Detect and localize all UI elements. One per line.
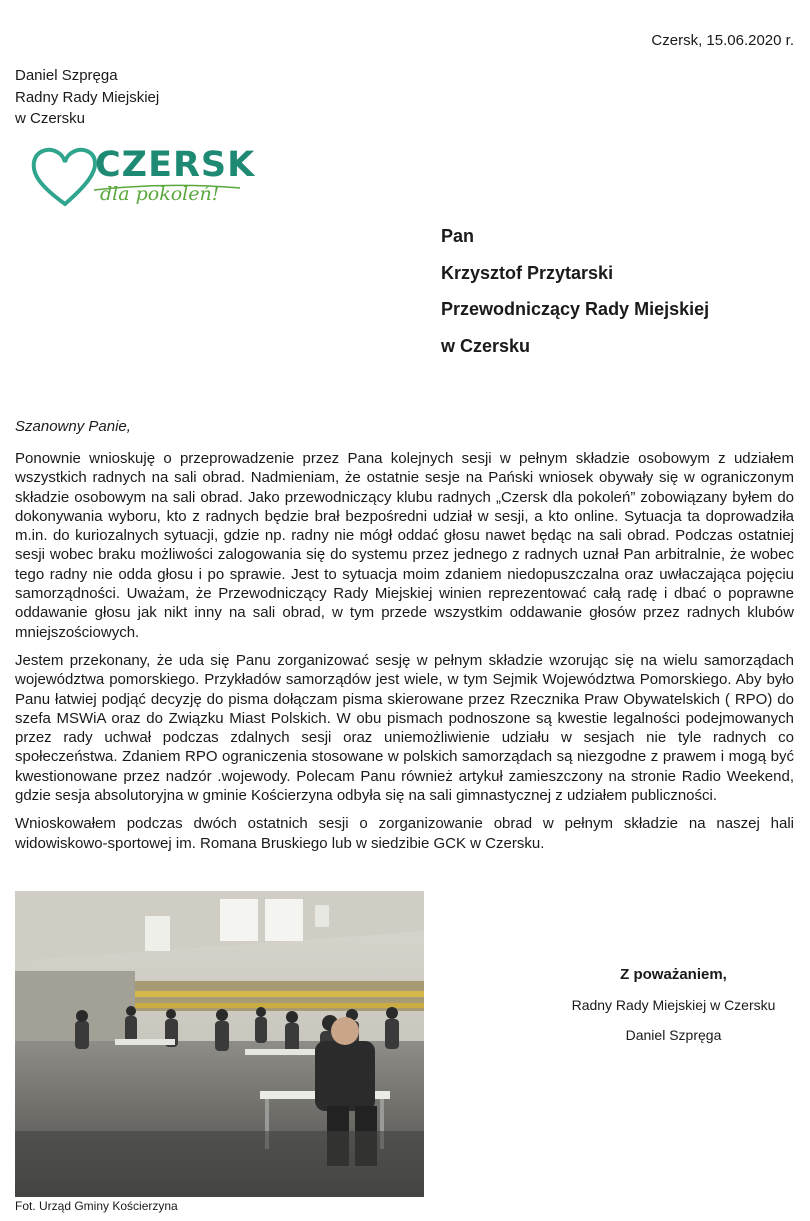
closing-name: Daniel Szpręga xyxy=(625,1027,722,1043)
recipient-location: w Czersku xyxy=(441,335,531,356)
recipient-line: Pan xyxy=(441,226,475,246)
paragraph: Wnioskowałem podczas dwóch ostatnich sesji o zorganizowanie obrad w pełnym składzie na naszej hali widowiskowo-sportowej im. Romana Bruskiego lub w siedzibie GCK w Czersku. xyxy=(15,815,794,852)
logo-title: CZERSK xyxy=(95,145,256,185)
salutation: Szanowny Panie, xyxy=(15,418,131,435)
czersk-logo xyxy=(30,142,256,212)
sender-location: w Czersku xyxy=(15,110,86,127)
session-hall-photo xyxy=(15,891,424,1197)
closing-greeting: Z poważaniem, xyxy=(620,966,727,983)
sender-block xyxy=(15,65,159,130)
photo-caption: Fot. Urząd Gminy Kościerzyna xyxy=(15,1199,178,1213)
paragraph: Jestem przekonany, że uda się Panu zorganizować sesję w pełnym składzie wzorując się na wielu samorządach województwa pomorskiego. Przykładów samorządów jest wiele, w tym Sejmik Województwa Pomorskiego. Aby było Panu łatwiej podjąć decyzję do pisma dołączam pisma skierowane przez Rzecznika Praw Obywatelskich ( RPO) do szefa MSWiA oraz do Związku Miast Polskich. W obu pismach podnoszone są kwestie legalności podejmowanych przez rady uchwał podczas zdalnych sesji oraz uniemożliwienie udziału w sesjach nie tyle radnych co społeczeństwa. Zdaniem RPO ograniczenia stosowane w polskich samorządach są niezgodne z prawem i mogą być kwestionowane przez nadzór .wojewody. Polecam Panu również artykuł zamieszczony na stronie Radio Weekend, gdzie sesja absolutoryjna w gminie Kościerzyna odbyła się na sali gimnastycznej z udziałem publiczności. xyxy=(15,651,794,805)
closing-block xyxy=(530,966,810,1043)
heart-icon xyxy=(30,146,100,208)
recipient-name: Krzysztof Przytarski xyxy=(441,262,614,283)
closing-title: Radny Rady Miejskiej w Czersku xyxy=(571,997,776,1013)
recipient-title: Przewodniczący Rady Miejskiej xyxy=(441,299,710,319)
sender-name: Daniel Szpręga xyxy=(15,67,118,84)
logo-subtitle: dla pokoleń! xyxy=(100,183,220,205)
paragraph: Ponownie wnioskuję o przeprowadzenie przez Pana kolejnych sesji w pełnym składzie osobowym z udziałem wszystkich radnych na sali obrad. Nadmieniam, że ostatnie sesje na Pański wniosek obywały się w ograniczonym składzie osobowym na sali obrad. Jako przewodniczący klubu radnych „Czersk dla pokoleń” zobowiązany byłem do dokonywania wyboru, kto z radnych będzie brał bezpośredni udział w sesji, a kto online. Sytuacja ta doprowadziła m.in. do kuriozalnych sytuacji, gdzie np. radny nie mógł oddać głosu nawet będąc na sali obrad. Podczas ostatniej sesji wobec braku możliwości zalogowania się do systemu przez jednego z radnych uznał Pan arbitralnie, że wobec tego radny nie odda głosu i po sprawie. Jest to sytuacja moim zdaniem niedopuszczalna oraz uwłaczająca pojęciu samorządności. Uważam, że Przewodniczący Rady Miejskiej winien reprezentować całą radę i dbać o poprawne oddawanie głosu jak nikt inny na sali obrad, w tym przede wszystkim oddawanie głosów przez radnych klubów mniejszościowych. xyxy=(15,450,794,641)
letter-date: Czersk, 15.06.2020 r. xyxy=(651,32,794,49)
recipient-block xyxy=(441,226,709,372)
sender-title: Radny Rady Miejskiej xyxy=(15,88,160,106)
letter-body xyxy=(15,449,794,862)
